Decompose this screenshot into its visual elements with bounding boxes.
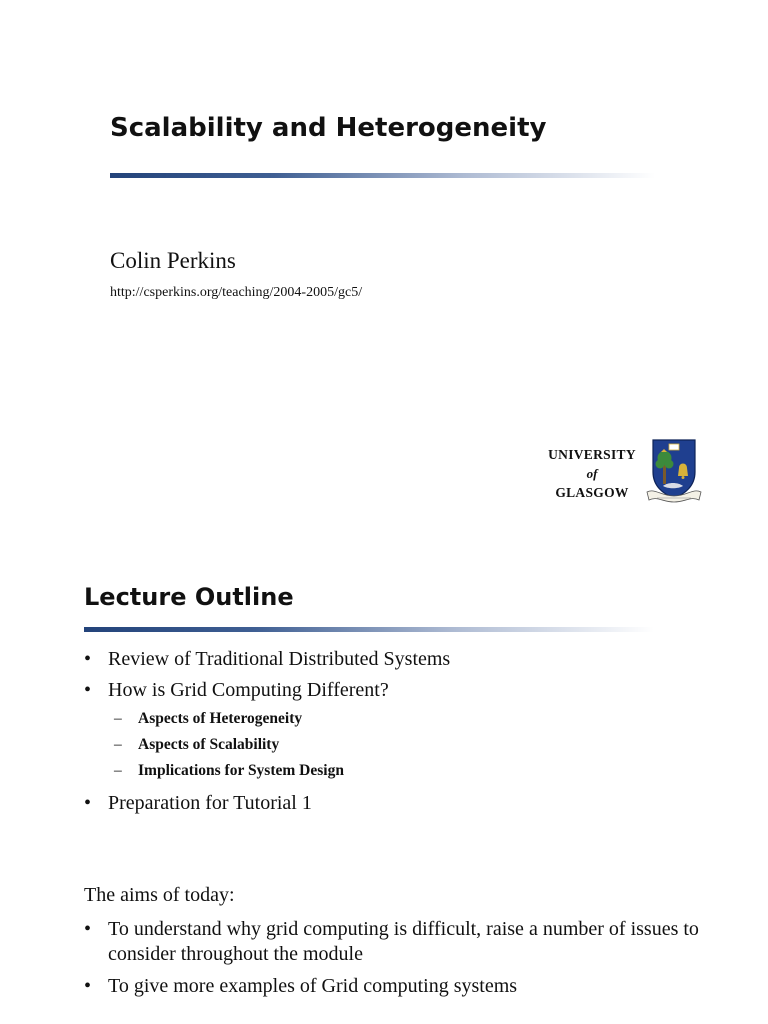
slide-title: Lecture Outline xyxy=(84,583,294,611)
wordmark-line-of: of xyxy=(586,466,598,481)
aims-list xyxy=(84,917,704,1006)
bullet-glyph: • xyxy=(84,679,92,701)
outline-item-text: Preparation for Tutorial 1 xyxy=(108,792,312,814)
aims-item-text: To give more examples of Grid computing systems xyxy=(108,975,518,997)
author-name: Colin Perkins xyxy=(110,248,236,273)
outline-subitem-text: Aspects of Scalability xyxy=(138,736,280,753)
outline-subitem-text: Aspects of Heterogeneity xyxy=(138,710,303,727)
outline-subitem xyxy=(114,758,724,784)
dash-glyph: – xyxy=(114,736,122,753)
aims-item-text: To understand why grid computing is difficult, raise a number of issues to consider throughout the module xyxy=(108,918,699,965)
outline-sublist xyxy=(108,706,724,784)
outline-item xyxy=(84,678,724,784)
title-underline xyxy=(110,173,655,178)
dash-glyph: – xyxy=(114,762,122,779)
bullet-glyph: • xyxy=(84,918,92,940)
dash-glyph: – xyxy=(114,710,122,727)
wordmark-line-glasgow: GLASGOW xyxy=(555,485,629,500)
outline-item-text: How is Grid Computing Different? xyxy=(108,679,389,701)
wordmark-line-university: UNIVERSITY xyxy=(548,447,636,462)
outline-subitem-text: Implications for System Design xyxy=(138,762,344,779)
bullet-glyph: • xyxy=(84,648,92,670)
aims-item xyxy=(84,974,704,999)
aims-heading: The aims of today: xyxy=(84,884,235,906)
outline-list xyxy=(84,647,724,822)
outline-slide xyxy=(0,512,768,1024)
university-crest-icon xyxy=(645,438,703,506)
bullet-glyph: • xyxy=(84,792,92,814)
outline-item xyxy=(84,791,724,815)
outline-item xyxy=(84,647,724,671)
aims-item xyxy=(84,917,704,967)
outline-item-text: Review of Traditional Distributed Systems xyxy=(108,648,451,670)
slide-title: Scalability and Heterogeneity xyxy=(110,113,547,143)
outline-subitem xyxy=(114,732,724,758)
bullet-glyph: • xyxy=(84,975,92,997)
title-underline xyxy=(84,627,654,632)
outline-subitem xyxy=(114,706,724,732)
course-url: http://csperkins.org/teaching/2004-2005/gc5/ xyxy=(110,285,363,300)
university-wordmark xyxy=(540,445,644,502)
